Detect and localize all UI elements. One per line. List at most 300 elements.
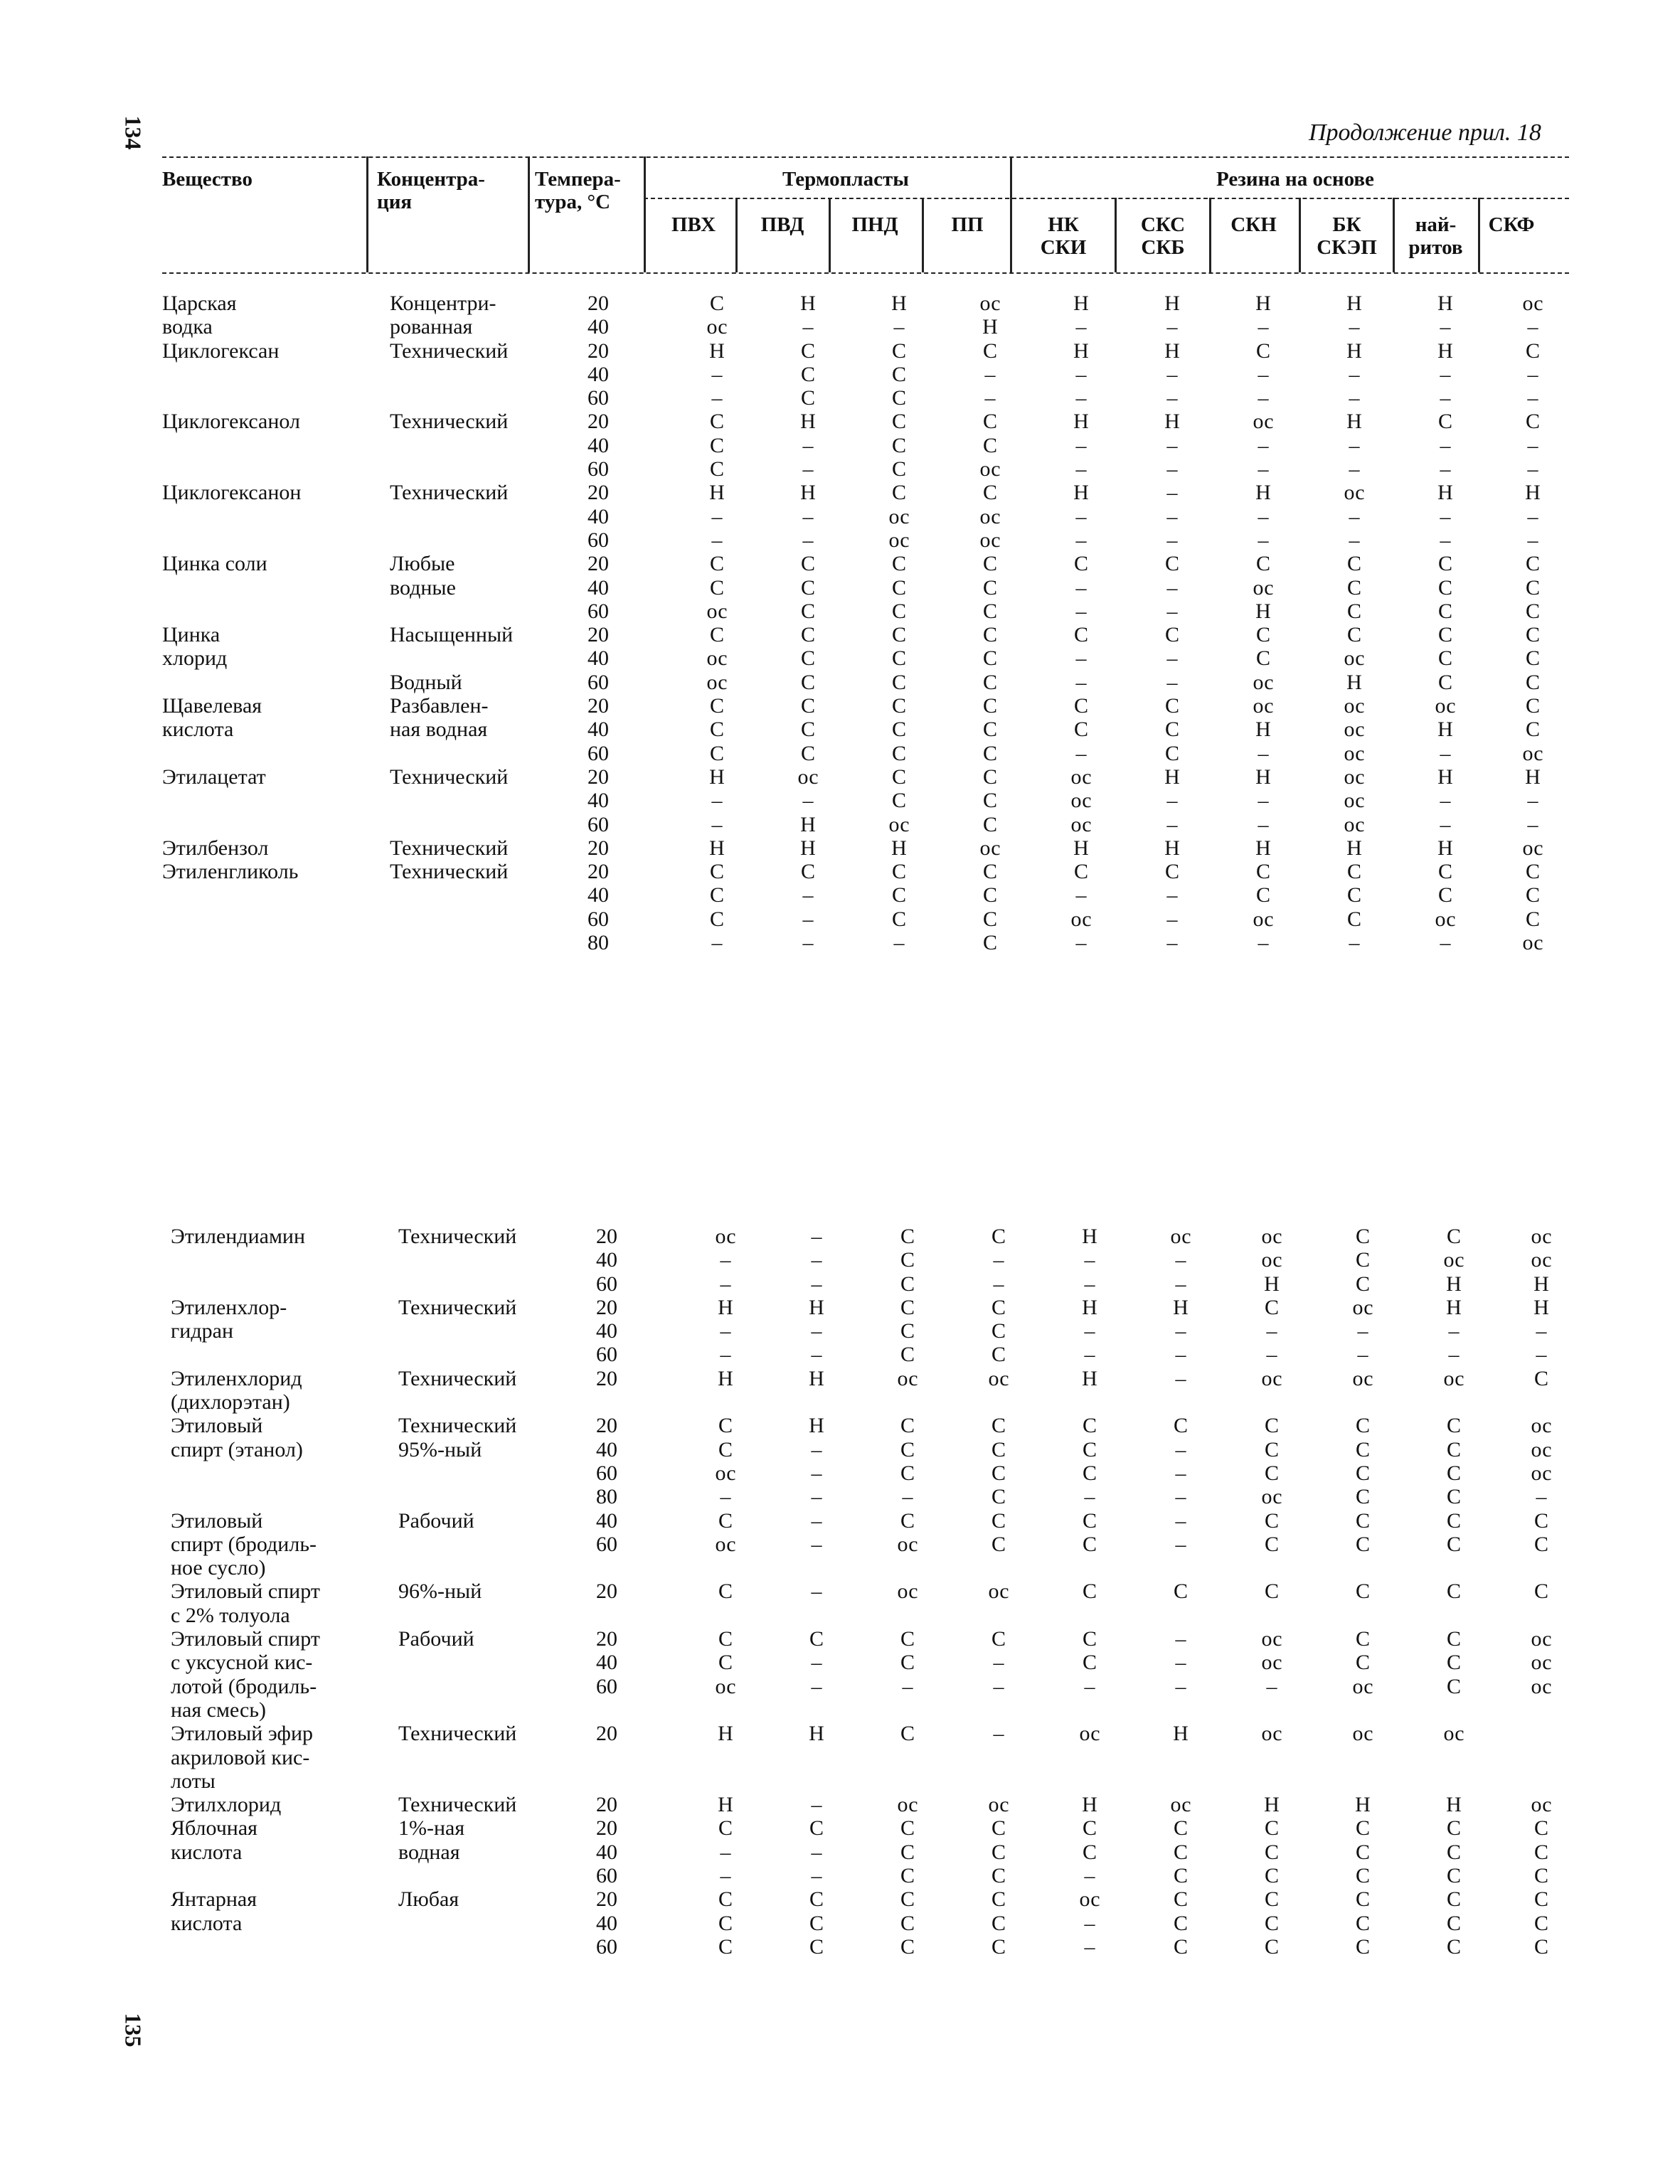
- table-caption: Продолжение прил. 18: [1309, 119, 1541, 146]
- col-header-pnd: ПНД: [851, 213, 898, 236]
- resistance-cell: С: [1264, 1461, 1279, 1485]
- resistance-cell: С: [982, 718, 997, 742]
- resistance-cell: ос: [988, 1580, 1009, 1604]
- temperature-cell: 40: [596, 1911, 617, 1935]
- resistance-cell: Н: [1437, 765, 1453, 789]
- resistance-cell: С: [1355, 1272, 1370, 1296]
- resistance-cell: –: [1440, 386, 1451, 410]
- resistance-cell: [1499, 1746, 1583, 1769]
- concentration-cell: Технический: [390, 481, 509, 505]
- resistance-cell: С: [1525, 575, 1540, 600]
- table-row: [158, 836, 1575, 860]
- resistance-cell: –: [1527, 386, 1538, 410]
- resistance-cell: С: [1346, 575, 1361, 600]
- substance-cell: водка: [162, 315, 213, 339]
- header-divider: [1299, 198, 1301, 272]
- resistance-cell: С: [809, 1816, 824, 1841]
- resistance-cell: Н: [1437, 718, 1453, 742]
- substance-cell: Янтарная: [171, 1887, 257, 1912]
- resistance-cell: С: [709, 410, 724, 434]
- resistance-cell: ос: [1522, 292, 1543, 315]
- resistance-cell: С: [891, 410, 906, 434]
- resistance-cell: С: [1446, 1840, 1461, 1864]
- temperature-cell: 40: [588, 575, 609, 600]
- resistance-cell: С: [891, 623, 906, 647]
- resistance-cell: Н: [1525, 481, 1541, 505]
- temperature-cell: 60: [588, 457, 609, 481]
- resistance-cell: С: [709, 694, 724, 718]
- table-row: [166, 1769, 1583, 1793]
- resistance-cell: –: [1440, 789, 1451, 813]
- resistance-cell: Н: [809, 1295, 824, 1319]
- resistance-cell: Н: [1073, 339, 1089, 363]
- resistance-cell: С: [709, 883, 724, 907]
- resistance-cell: С: [982, 741, 997, 765]
- resistance-cell: –: [811, 1532, 822, 1556]
- resistance-cell: С: [1073, 694, 1088, 718]
- header-bottom-rule: [162, 272, 1569, 274]
- resistance-cell: С: [991, 1461, 1006, 1485]
- resistance-cell: С: [1525, 623, 1540, 647]
- temperature-cell: 40: [596, 1248, 617, 1272]
- resistance-cell: С: [1082, 1651, 1097, 1675]
- resistance-cell: С: [991, 1864, 1006, 1888]
- resistance-cell: Н: [1082, 1793, 1097, 1817]
- resistance-cell: С: [991, 1840, 1006, 1864]
- substance-cell: [158, 671, 381, 694]
- temperature-cell: [588, 1746, 680, 1769]
- resistance-cell: С: [800, 362, 815, 386]
- concentration-cell: 95%-ный: [398, 1437, 482, 1461]
- resistance-cell: ос: [979, 292, 1001, 315]
- table-row: [166, 1627, 1583, 1651]
- resistance-cell: С: [900, 1437, 915, 1461]
- resistance-cell: С: [891, 481, 906, 505]
- resistance-cell: [771, 1746, 862, 1769]
- resistance-cell: –: [1175, 1272, 1186, 1296]
- header-temperature-line2: тура, °С: [535, 191, 611, 213]
- resistance-cell: С: [1525, 860, 1540, 884]
- resistance-cell: С: [1533, 1532, 1548, 1556]
- resistance-cell: С: [891, 386, 906, 410]
- resistance-cell: С: [900, 1272, 915, 1296]
- resistance-cell: [1226, 1390, 1317, 1414]
- resistance-cell: С: [900, 1722, 915, 1746]
- concentration-cell: Любая: [398, 1887, 459, 1912]
- temperature-cell: 60: [596, 1461, 617, 1485]
- resistance-cell: С: [991, 1934, 1006, 1959]
- resistance-cell: ос: [1253, 670, 1274, 694]
- resistance-cell: С: [1533, 1508, 1548, 1533]
- table-row: [158, 386, 1575, 410]
- resistance-cell: С: [809, 1887, 824, 1912]
- concentration-cell: Технический: [398, 1793, 517, 1817]
- substance-cell: [158, 931, 381, 954]
- resistance-cell: Н: [1346, 339, 1362, 363]
- resistance-cell: С: [1346, 599, 1361, 623]
- resistance-cell: ос: [1070, 789, 1092, 813]
- col-header-pvd: ПВД: [760, 213, 804, 236]
- resistance-cell: С: [1525, 718, 1540, 742]
- resistance-cell: С: [982, 860, 997, 884]
- table-row: [166, 1414, 1583, 1437]
- resistance-cell: С: [991, 1343, 1006, 1367]
- resistance-cell: ос: [1435, 907, 1456, 931]
- resistance-cell: Н: [1164, 836, 1180, 860]
- resistance-cell: [1135, 1769, 1226, 1793]
- resistance-cell: С: [982, 599, 997, 623]
- concentration-cell: [390, 1746, 588, 1769]
- resistance-cell: –: [1527, 528, 1538, 552]
- header-divider: [1478, 198, 1480, 272]
- concentration-cell: 96%-ный: [398, 1580, 482, 1604]
- resistance-cell: С: [800, 386, 815, 410]
- substance-cell: кислота: [171, 1840, 243, 1864]
- resistance-cell: [953, 1604, 1044, 1627]
- concentration-cell: [390, 1248, 588, 1272]
- substance-cell: [166, 1248, 390, 1272]
- resistance-cell: С: [891, 883, 906, 907]
- substance-cell: Царская: [162, 292, 237, 315]
- header-divider: [366, 156, 368, 272]
- resistance-cell: –: [811, 1840, 822, 1864]
- resistance-cell: С: [891, 646, 906, 671]
- temperature-cell: 40: [588, 433, 609, 457]
- resistance-cell: [771, 1556, 862, 1580]
- resistance-cell: С: [982, 481, 997, 505]
- resistance-cell: [1408, 1604, 1499, 1627]
- resistance-cell: С: [1082, 1414, 1097, 1438]
- temperature-cell: 40: [588, 646, 609, 671]
- resistance-cell: С: [1264, 1532, 1279, 1556]
- resistance-cell: С: [1355, 1887, 1370, 1912]
- resistance-cell: –: [902, 1674, 913, 1698]
- table-row: [158, 600, 1575, 623]
- resistance-cell: С: [1082, 1840, 1097, 1864]
- resistance-cell: ос: [715, 1461, 736, 1485]
- substance-cell: ная смесь): [171, 1698, 267, 1722]
- table-row: [158, 410, 1575, 433]
- table-row: [158, 718, 1575, 741]
- resistance-cell: С: [1346, 552, 1361, 576]
- resistance-cell: ос: [1261, 1225, 1282, 1248]
- concentration-cell: [381, 505, 579, 528]
- resistance-cell: С: [982, 575, 997, 600]
- resistance-cell: –: [802, 907, 814, 931]
- resistance-cell: ос: [1522, 931, 1543, 955]
- resistance-cell: [771, 1604, 862, 1627]
- resistance-cell: С: [900, 1225, 915, 1248]
- resistance-cell: С: [800, 646, 815, 671]
- substance-cell: Щавелевая: [162, 694, 262, 718]
- resistance-cell: [680, 1769, 771, 1793]
- resistance-cell: С: [718, 1651, 733, 1675]
- resistance-cell: С: [1437, 646, 1452, 671]
- table-row: [166, 1816, 1583, 1840]
- resistance-cell: ос: [1531, 1651, 1552, 1675]
- concentration-cell: [381, 646, 579, 670]
- resistance-cell: С: [709, 575, 724, 600]
- table-row: [166, 1841, 1583, 1864]
- table-row: [166, 1651, 1583, 1674]
- resistance-cell: –: [1166, 433, 1178, 457]
- resistance-cell: ос: [1531, 1674, 1552, 1698]
- resistance-cell: –: [1258, 528, 1269, 552]
- resistance-cell: –: [811, 1485, 822, 1509]
- resistance-cell: С: [709, 623, 724, 647]
- resistance-cell: [1499, 1390, 1583, 1414]
- resistance-cell: –: [1175, 1651, 1186, 1675]
- resistance-cell: С: [982, 931, 997, 955]
- resistance-cell: С: [991, 1225, 1006, 1248]
- resistance-cell: –: [1349, 433, 1360, 457]
- substance-cell: Этиловый эфир: [171, 1722, 314, 1746]
- resistance-cell: ос: [1352, 1366, 1373, 1390]
- resistance-cell: Н: [891, 292, 907, 315]
- resistance-cell: С: [1073, 860, 1088, 884]
- resistance-cell: С: [982, 670, 997, 694]
- resistance-cell: ос: [1253, 410, 1274, 434]
- resistance-cell: С: [1355, 1627, 1370, 1651]
- resistance-cell: С: [1173, 1864, 1188, 1888]
- resistance-cell: С: [709, 741, 724, 765]
- resistance-cell: С: [1355, 1864, 1370, 1888]
- table-row: [166, 1390, 1583, 1414]
- resistance-cell: С: [1525, 339, 1540, 363]
- resistance-cell: –: [711, 789, 723, 813]
- temperature-cell: 40: [596, 1319, 617, 1343]
- concentration-cell: [381, 386, 579, 410]
- resistance-cell: ос: [1344, 718, 1365, 742]
- resistance-cell: –: [1258, 386, 1269, 410]
- resistance-cell: С: [982, 552, 997, 576]
- resistance-cell: –: [1266, 1343, 1277, 1367]
- resistance-cell: –: [1258, 931, 1269, 955]
- temperature-cell: 20: [596, 1793, 617, 1817]
- resistance-cell: –: [802, 883, 814, 907]
- substance-cell: Циклогексанон: [162, 481, 302, 505]
- table-row: [166, 1935, 1583, 1959]
- resistance-cell: –: [1075, 646, 1087, 671]
- resistance-cell: С: [1346, 623, 1361, 647]
- resistance-cell: [1135, 1698, 1226, 1722]
- resistance-cell: С: [891, 670, 906, 694]
- resistance-cell: С: [1164, 718, 1179, 742]
- concentration-cell: Рабочий: [398, 1627, 474, 1651]
- header-substance: Вещество: [162, 168, 253, 191]
- resistance-cell: Н: [1164, 765, 1180, 789]
- resistance-cell: С: [982, 646, 997, 671]
- resistance-cell: ос: [1253, 907, 1274, 931]
- resistance-cell: [680, 1604, 771, 1627]
- resistance-cell: С: [1446, 1580, 1461, 1604]
- resistance-cell: С: [900, 1934, 915, 1959]
- resistance-cell: ос: [706, 670, 728, 694]
- resistance-cell: –: [1166, 599, 1178, 623]
- resistance-cell: –: [720, 1272, 731, 1296]
- resistance-cell: –: [720, 1485, 731, 1509]
- header-divider: [528, 156, 530, 272]
- resistance-cell: Н: [1346, 410, 1362, 434]
- concentration-cell: Технический: [398, 1414, 517, 1438]
- temperature-cell: 40: [588, 504, 609, 528]
- resistance-cell: Н: [718, 1722, 733, 1746]
- resistance-cell: –: [1166, 907, 1178, 931]
- resistance-cell: Н: [891, 836, 907, 860]
- resistance-cell: С: [800, 718, 815, 742]
- resistance-cell: –: [811, 1461, 822, 1485]
- table-row: [158, 481, 1575, 504]
- resistance-cell: С: [800, 860, 815, 884]
- resistance-cell: ос: [979, 528, 1001, 552]
- resistance-cell: –: [893, 931, 905, 955]
- resistance-cell: –: [811, 1248, 822, 1272]
- resistance-cell: С: [1525, 599, 1540, 623]
- resistance-cell: [953, 1769, 1044, 1793]
- temperature-cell: 60: [596, 1864, 617, 1888]
- resistance-cell: –: [1166, 883, 1178, 907]
- resistance-cell: С: [800, 339, 815, 363]
- temperature-cell: 60: [588, 670, 609, 694]
- resistance-cell: Н: [718, 1295, 733, 1319]
- resistance-cell: –: [802, 504, 814, 528]
- resistance-cell: Н: [1264, 1793, 1280, 1817]
- substance-cell: Этиловый: [171, 1508, 263, 1533]
- concentration-cell: [390, 1912, 588, 1935]
- resistance-cell: С: [1264, 1437, 1279, 1461]
- resistance-cell: С: [1255, 623, 1270, 647]
- table-row: [158, 528, 1575, 552]
- resistance-cell: С: [900, 1651, 915, 1675]
- resistance-cell: Н: [800, 292, 816, 315]
- resistance-cell: ос: [897, 1532, 918, 1556]
- resistance-cell: –: [1166, 386, 1178, 410]
- table-row: [166, 1864, 1583, 1887]
- resistance-cell: –: [1536, 1485, 1547, 1509]
- resistance-cell: ос: [1344, 741, 1365, 765]
- resistance-cell: [1408, 1390, 1499, 1414]
- resistance-cell: –: [1357, 1319, 1368, 1343]
- resistance-cell: С: [1437, 552, 1452, 576]
- resistance-cell: –: [993, 1722, 1004, 1746]
- substance-cell: Цинка: [162, 623, 220, 647]
- resistance-table-upper: [158, 292, 1575, 954]
- resistance-cell: [862, 1390, 953, 1414]
- resistance-cell: –: [1075, 362, 1087, 386]
- resistance-cell: –: [802, 528, 814, 552]
- table-row: [158, 292, 1575, 315]
- resistance-cell: Н: [1437, 292, 1453, 315]
- resistance-cell: С: [1446, 1485, 1461, 1509]
- resistance-cell: С: [1073, 718, 1088, 742]
- resistance-cell: ос: [1443, 1248, 1464, 1272]
- resistance-cell: С: [1082, 1580, 1097, 1604]
- resistance-cell: С: [1082, 1816, 1097, 1841]
- temperature-cell: 20: [596, 1887, 617, 1912]
- substance-cell: Этилхлорид: [171, 1793, 282, 1817]
- resistance-cell: Н: [1533, 1272, 1549, 1296]
- resistance-cell: –: [984, 386, 996, 410]
- resistance-cell: Н: [709, 481, 725, 505]
- resistance-cell: С: [709, 552, 724, 576]
- resistance-cell: –: [711, 528, 723, 552]
- table-row: [166, 1698, 1583, 1722]
- resistance-cell: –: [1536, 1343, 1547, 1367]
- resistance-cell: –: [1084, 1319, 1095, 1343]
- table-row: [166, 1533, 1583, 1556]
- resistance-cell: С: [800, 552, 815, 576]
- temperature-cell: 60: [588, 386, 609, 410]
- temperature-cell: 40: [588, 718, 609, 742]
- resistance-cell: [1317, 1769, 1408, 1793]
- resistance-cell: С: [1446, 1627, 1461, 1651]
- resistance-cell: С: [1437, 883, 1452, 907]
- resistance-cell: [1499, 1722, 1583, 1745]
- resistance-cell: ос: [1344, 789, 1365, 813]
- temperature-cell: 20: [596, 1366, 617, 1390]
- substance-cell: Циклогексанол: [162, 410, 300, 434]
- resistance-cell: С: [1264, 1934, 1279, 1959]
- temperature-cell: 20: [588, 339, 609, 363]
- resistance-cell: [1317, 1698, 1408, 1722]
- table-row: [166, 1580, 1583, 1603]
- resistance-cell: С: [1164, 741, 1179, 765]
- resistance-cell: –: [1258, 362, 1269, 386]
- substance-cell: спирт (этанол): [171, 1437, 303, 1461]
- substance-cell: [166, 1343, 390, 1366]
- resistance-cell: С: [718, 1414, 733, 1438]
- resistance-cell: Н: [982, 315, 998, 339]
- resistance-cell: С: [1446, 1437, 1461, 1461]
- header-divider: [1209, 198, 1211, 272]
- substance-cell: (дихлорэтан): [171, 1390, 290, 1415]
- resistance-cell: ос: [706, 599, 728, 623]
- resistance-cell: С: [991, 1437, 1006, 1461]
- resistance-cell: Н: [1255, 292, 1271, 315]
- resistance-cell: С: [1264, 1816, 1279, 1841]
- resistance-cell: –: [1175, 1366, 1186, 1390]
- resistance-cell: ос: [979, 504, 1001, 528]
- resistance-cell: С: [900, 1864, 915, 1888]
- concentration-cell: [390, 1769, 588, 1793]
- table-row: [166, 1604, 1583, 1627]
- resistance-cell: –: [1166, 504, 1178, 528]
- resistance-cell: –: [1258, 812, 1269, 836]
- resistance-cell: [1317, 1390, 1408, 1414]
- resistance-cell: [953, 1556, 1044, 1580]
- resistance-cell: С: [718, 1934, 733, 1959]
- concentration-cell: Насыщенный: [390, 623, 514, 647]
- table-row: [166, 1793, 1583, 1816]
- resistance-cell: Н: [1164, 410, 1180, 434]
- resistance-cell: С: [891, 907, 906, 931]
- concentration-cell: Разбавлен-: [390, 694, 489, 718]
- substance-cell: спирт (бродиль-: [171, 1532, 317, 1556]
- substance-cell: гидран: [171, 1319, 233, 1343]
- resistance-cell: –: [1440, 433, 1451, 457]
- resistance-cell: С: [1346, 907, 1361, 931]
- resistance-cell: –: [893, 315, 905, 339]
- resistance-cell: –: [1084, 1248, 1095, 1272]
- substance-cell: Циклогексан: [162, 339, 280, 363]
- resistance-cell: С: [1355, 1248, 1370, 1272]
- resistance-cell: –: [1440, 528, 1451, 552]
- resistance-cell: Н: [1437, 836, 1453, 860]
- temperature-cell: [588, 1604, 680, 1627]
- resistance-cell: [1044, 1556, 1135, 1580]
- concentration-cell: Технический: [390, 410, 509, 434]
- resistance-cell: С: [982, 694, 997, 718]
